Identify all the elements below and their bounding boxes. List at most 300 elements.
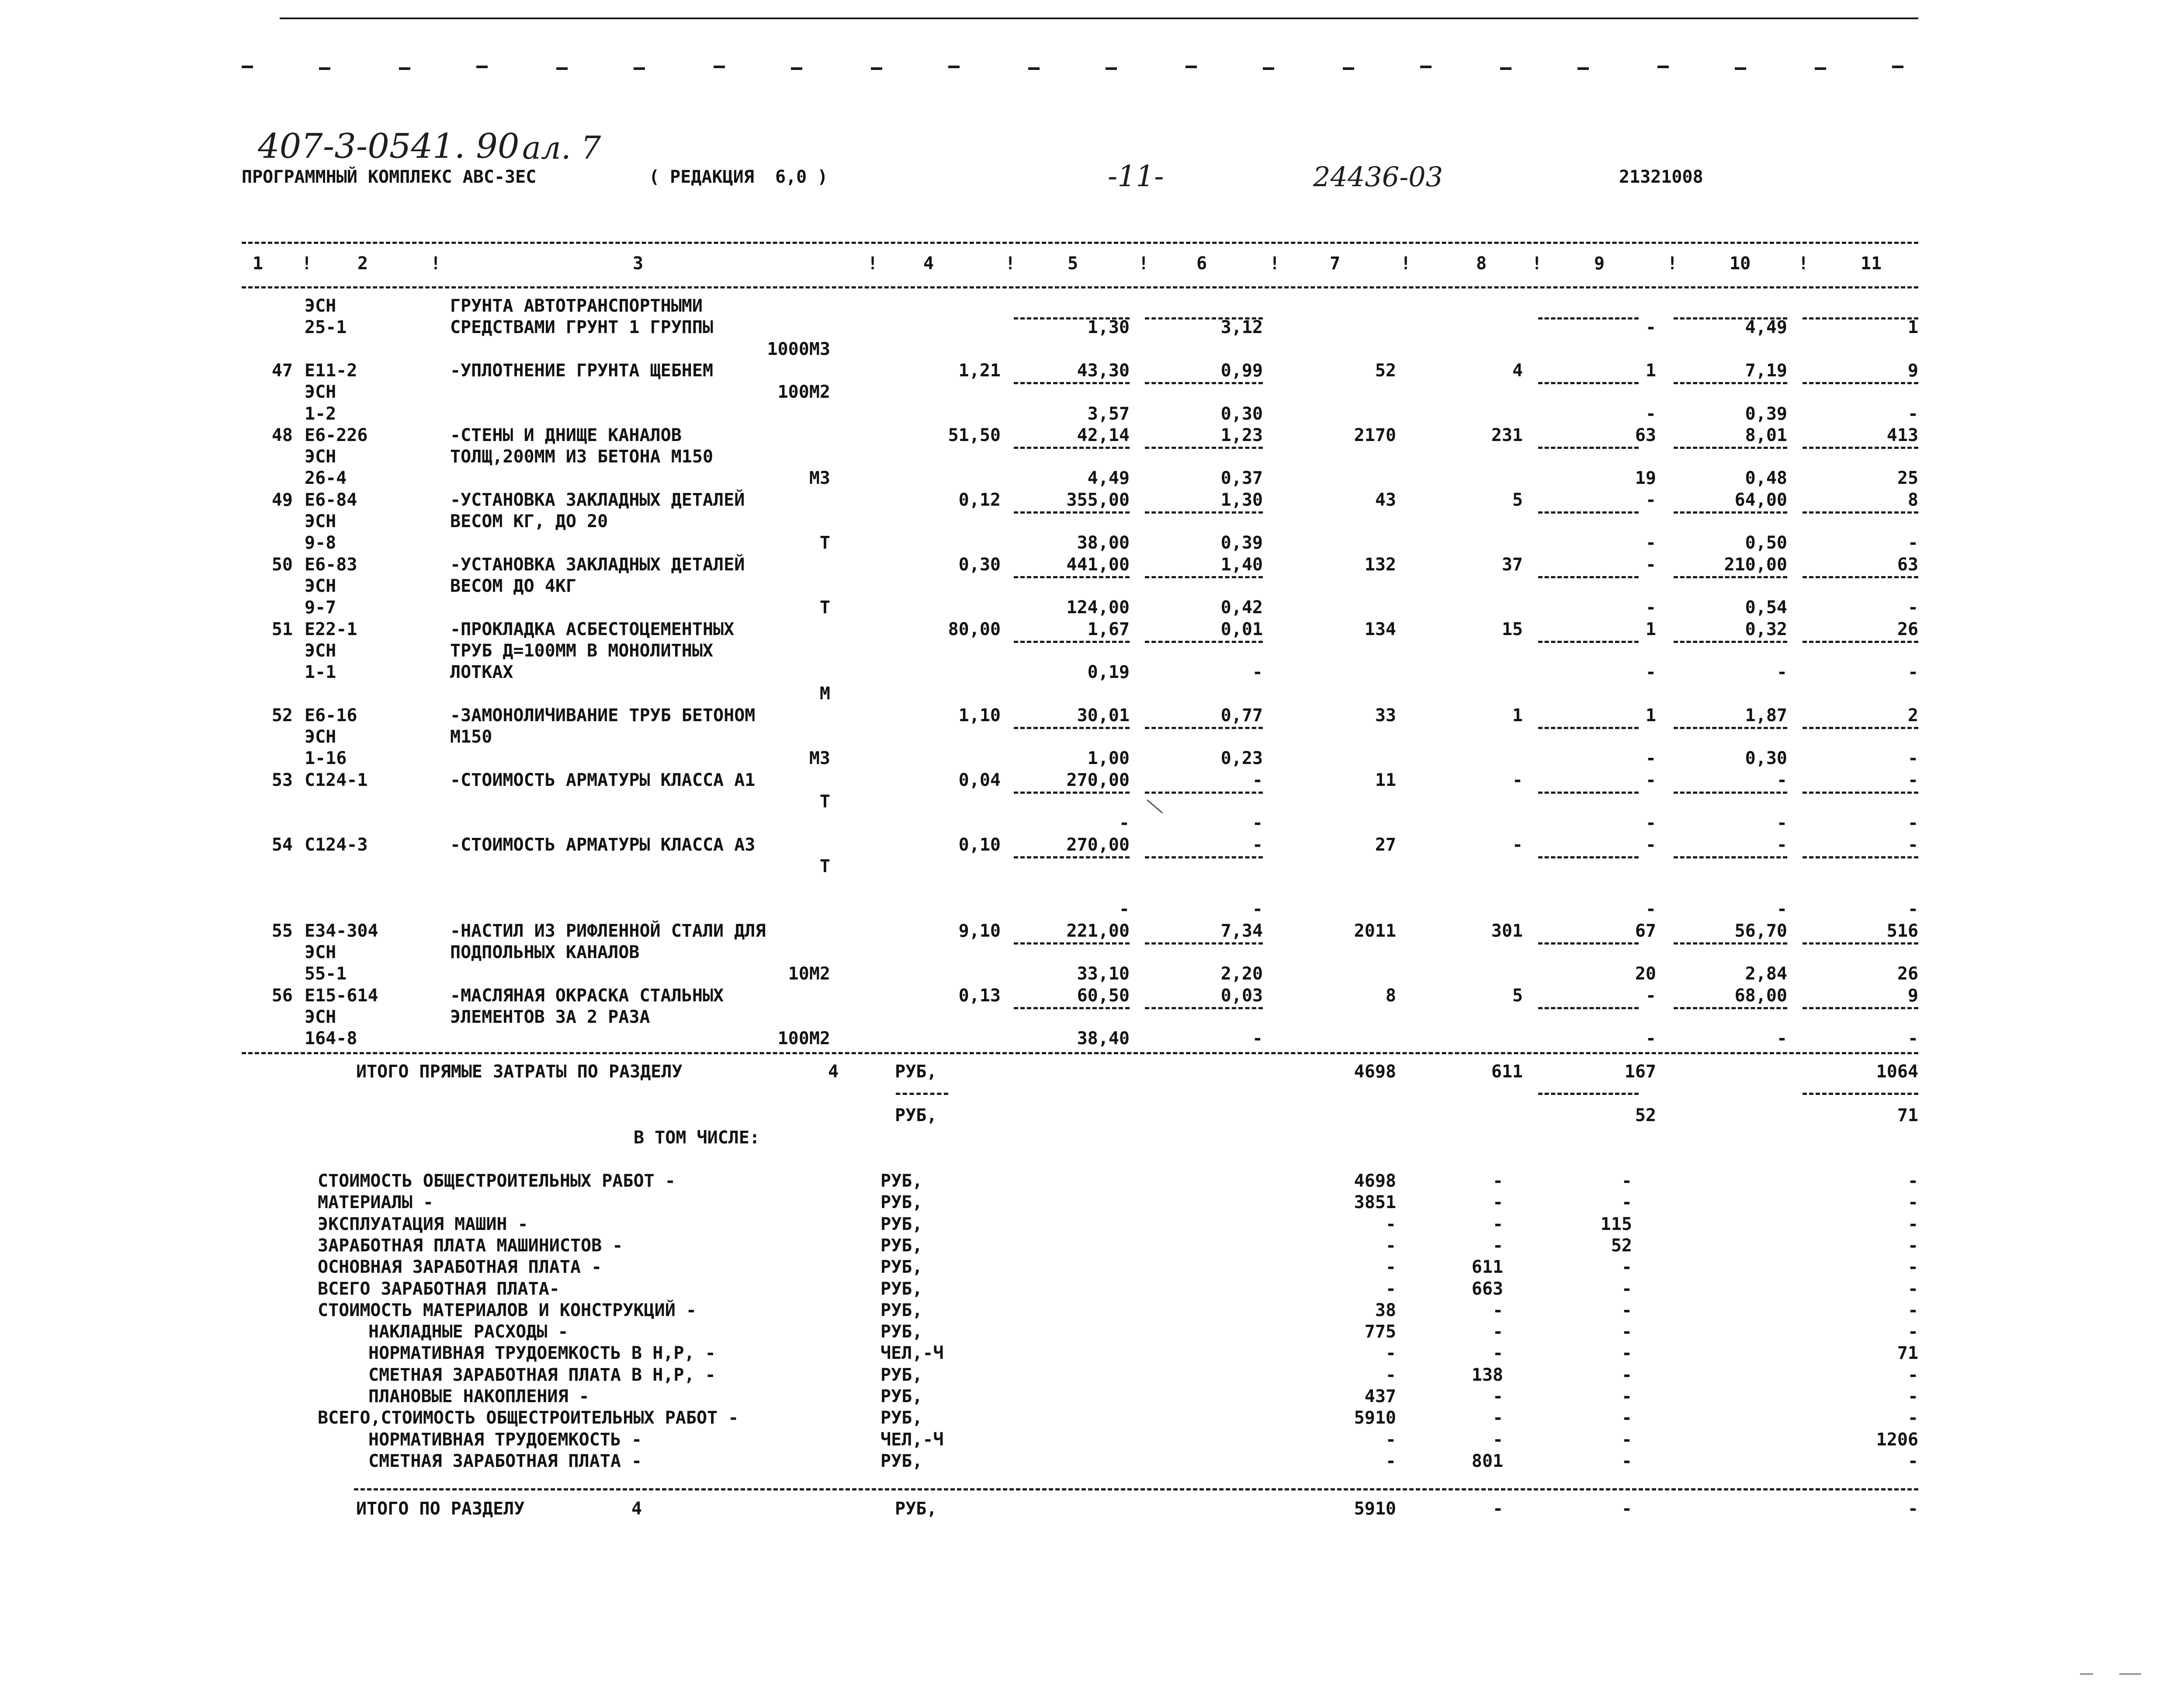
cell-c11: - [1907, 533, 1918, 553]
summary-cell-c9: - [1621, 1300, 1632, 1320]
summary-unit: РУБ, [881, 1192, 923, 1213]
cell-c3: -УСТАНОВКА ЗАКЛАДНЫХ ДЕТАЛЕЙ [450, 490, 745, 510]
cell-c3: ПОДПОЛЬНЫХ КАНАЛОВ [450, 942, 640, 962]
cell-c3: -УПЛОТНЕНИЕ ГРУНТА ЩЕБНЕМ [450, 360, 714, 381]
summary-cell-c9: - [1621, 1451, 1632, 1471]
summary-cell-c11: 1206 [1876, 1429, 1918, 1450]
final-col7: 5910 [1354, 1499, 1396, 1519]
summary-unit: РУБ, [881, 1214, 923, 1234]
summary-cell-c11: - [1907, 1257, 1918, 1278]
cell-c1: 49 [271, 490, 293, 510]
cell-c2: 9-7 [305, 597, 336, 618]
cell-c3: -СТОИМОСТЬ АРМАТУРЫ КЛАССА А1 [450, 770, 756, 790]
summary-cell-c8: - [1492, 1214, 1503, 1234]
summary-cell-c9: 52 [1611, 1235, 1632, 1256]
cell-c2: 25-1 [305, 317, 347, 338]
cell-c9: - [1645, 813, 1656, 834]
cell-c5: 38,00 [1077, 533, 1130, 553]
cell-c9: 20 [1635, 964, 1656, 984]
summary-unit: РУБ, [881, 1171, 923, 1191]
summary-label: НОРМАТИВНАЯ ТРУДОЕМКОСТЬ В Н,Р, - [368, 1343, 716, 1364]
cell-c8: 4 [1512, 360, 1523, 381]
cell-c11: 8 [1907, 490, 1918, 510]
cell-c10: 4,49 [1745, 317, 1787, 338]
summary-cell-c9: - [1621, 1429, 1632, 1450]
cell-c10: 2,84 [1745, 964, 1787, 984]
cell-c7: 33 [1375, 705, 1396, 726]
cell-c4: 1,10 [958, 705, 1001, 726]
cell-c4: 0,10 [958, 834, 1001, 855]
cell-c2: 164-8 [305, 1028, 357, 1049]
cell-c2: ЭСН [305, 511, 336, 531]
cell-c9: 63 [1635, 425, 1656, 445]
cell-c3: ЭЛЕМЕНТОВ ЗА 2 РАЗА [450, 1007, 650, 1027]
cell-c11: - [1907, 1028, 1918, 1049]
cell-c2: 9-8 [305, 533, 336, 553]
cell-c3: СРЕДСТВАМИ ГРУНТ 1 ГРУППЫ [450, 317, 714, 338]
cell-c10: 0,32 [1745, 619, 1787, 639]
totals-col9: 167 [1624, 1062, 1656, 1082]
cell-c7: 27 [1375, 834, 1396, 855]
cell-c6: 0,23 [1220, 748, 1263, 769]
summary-cell-c11: - [1907, 1408, 1918, 1428]
summary-cell-c7: - [1385, 1278, 1396, 1299]
cell-c2: 1-1 [305, 662, 336, 683]
cell-c3: -МАСЛЯНАЯ ОКРАСКА СТАЛЬНЫХ [450, 985, 724, 1006]
program-title: ПРОГРАММНЫЙ КОМПЛЕКС АВС-3ЕС [242, 167, 537, 187]
cell-c6: 0,03 [1220, 985, 1263, 1006]
totals-second-col11: 71 [1897, 1105, 1918, 1125]
summary-unit: РУБ, [881, 1386, 923, 1407]
cell-c3: Т [819, 533, 830, 553]
summary-cell-c11: - [1907, 1322, 1918, 1342]
cell-c5: - [1119, 813, 1130, 834]
summary-unit: РУБ, [881, 1322, 923, 1342]
cell-c6: 1,30 [1220, 490, 1263, 510]
cell-c3: ВЕСОМ ДО 4КГ [450, 576, 576, 596]
cell-c10: 0,39 [1745, 403, 1787, 424]
cell-c7: 132 [1364, 554, 1396, 575]
cell-c9: - [1645, 1028, 1656, 1049]
cell-c6: 7,34 [1220, 920, 1263, 941]
cell-c5: 43,30 [1077, 360, 1130, 381]
cell-c3: М3 [809, 748, 830, 769]
column-number: 2 [357, 254, 368, 274]
cell-c2: ЭСН [305, 447, 336, 467]
cell-c10: 68,00 [1734, 985, 1787, 1006]
cell-c2: Е6-226 [305, 425, 368, 445]
summary-cell-c8: - [1492, 1300, 1503, 1320]
summary-cell-c7: - [1385, 1451, 1396, 1471]
cell-c5: 4,49 [1087, 468, 1130, 489]
cell-c5: 42,14 [1077, 425, 1130, 445]
summary-cell-c8: - [1492, 1343, 1503, 1364]
cell-c4: 0,12 [958, 490, 1001, 510]
cell-c8: - [1512, 834, 1523, 855]
cell-c3: ГРУНТА АВТОТРАНСПОРТНЫМИ [450, 296, 703, 316]
cell-c7: 43 [1375, 490, 1396, 510]
summary-label: ЭКСПЛУАТАЦИЯ МАШИН - [318, 1214, 528, 1234]
cell-c5: 221,00 [1066, 920, 1130, 941]
cell-c2: Е15-614 [305, 985, 378, 1006]
cell-c5: 1,00 [1087, 748, 1130, 769]
handwritten-page-number: -11- [1108, 160, 1164, 193]
cell-c3: -НАСТИЛ ИЗ РИФЛЕННОЙ СТАЛИ ДЛЯ [450, 920, 766, 941]
cell-c6: - [1252, 834, 1263, 855]
summary-cell-c11: - [1907, 1451, 1918, 1471]
summary-cell-c11: - [1907, 1300, 1918, 1320]
including-label: В ТОМ ЧИСЛЕ: [634, 1128, 760, 1148]
summary-cell-c11: - [1907, 1214, 1918, 1234]
cell-c9: - [1645, 554, 1656, 575]
cell-c6: 0,30 [1220, 403, 1263, 424]
cell-c3: -УСТАНОВКА ЗАКЛАДНЫХ ДЕТАЛЕЙ [450, 554, 745, 575]
summary-cell-c7: 38 [1375, 1300, 1396, 1320]
column-separator: ! [1005, 254, 1016, 274]
cell-c1: 47 [271, 360, 293, 381]
cell-c2: 1-16 [305, 748, 347, 769]
summary-cell-c7: - [1385, 1235, 1396, 1256]
summary-cell-c9: - [1621, 1408, 1632, 1428]
cell-c3: -ПРОКЛАДКА АСБЕСТОЦЕМЕНТНЫХ [450, 619, 735, 639]
cell-c9: 1 [1645, 705, 1656, 726]
summary-label: СТОИМОСТЬ ОБЩЕСТРОИТЕЛЬНЫХ РАБОТ - [318, 1171, 676, 1191]
totals-section-no: 4 [828, 1062, 839, 1082]
summary-cell-c8: 611 [1471, 1257, 1503, 1278]
final-col11: - [1907, 1499, 1918, 1519]
cell-c6: 1,40 [1220, 554, 1263, 575]
summary-unit: РУБ, [881, 1408, 923, 1428]
cell-c2: С124-1 [305, 770, 368, 790]
cell-c8: 231 [1491, 425, 1523, 445]
cell-c4: 1,21 [958, 360, 1001, 381]
cell-c4: 0,30 [958, 554, 1001, 575]
cell-c7: 134 [1364, 619, 1396, 639]
cell-c2: ЭСН [305, 1007, 336, 1027]
cell-c10: - [1776, 662, 1787, 683]
cell-c2: Е6-84 [305, 490, 357, 510]
cell-c2: Е6-16 [305, 705, 357, 726]
cell-c7: 2011 [1354, 920, 1396, 941]
summary-cell-c8: - [1492, 1322, 1503, 1342]
cell-c9: - [1645, 985, 1656, 1006]
cell-c3: 100М2 [777, 382, 830, 403]
summary-cell-c9: - [1621, 1386, 1632, 1407]
summary-cell-c8: 138 [1471, 1365, 1503, 1385]
cell-c6: - [1252, 813, 1263, 834]
cell-c8: 301 [1491, 920, 1523, 941]
cell-c7: 11 [1375, 770, 1396, 790]
cell-c5: 0,19 [1087, 662, 1130, 683]
summary-unit: ЧЕЛ,-Ч [881, 1429, 944, 1450]
cell-c3: 100М2 [777, 1028, 830, 1049]
handwritten-doc-code: 407-3-0541. 90 [258, 127, 520, 166]
summary-cell-c9: - [1621, 1257, 1632, 1278]
summary-label: ОСНОВНАЯ ЗАРАБОТНАЯ ПЛАТА - [318, 1257, 602, 1278]
cell-c2: ЭСН [305, 942, 336, 962]
cell-c6: 0,77 [1220, 705, 1263, 726]
cell-c4: 51,50 [948, 425, 1001, 445]
final-col9: - [1621, 1499, 1632, 1519]
summary-cell-c11: - [1907, 1278, 1918, 1299]
column-number: 7 [1330, 254, 1341, 274]
summary-label: ВСЕГО,СТОИМОСТЬ ОБЩЕСТРОИТЕЛЬНЫХ РАБОТ - [318, 1408, 739, 1428]
cell-c9: 19 [1635, 468, 1656, 489]
summary-cell-c9: - [1621, 1192, 1632, 1213]
summary-cell-c11: - [1907, 1192, 1918, 1213]
cell-c11: - [1907, 813, 1918, 834]
cell-c2: 55-1 [305, 964, 347, 984]
totals-col8: 611 [1491, 1062, 1523, 1082]
cell-c8: 5 [1512, 490, 1523, 510]
cell-c11: - [1907, 403, 1918, 424]
cell-c3: -СТЕНЫ И ДНИЩЕ КАНАЛОВ [450, 425, 682, 445]
cell-c10: 0,54 [1745, 597, 1787, 618]
cell-c1: 48 [271, 425, 293, 445]
document-code: 21321008 [1619, 167, 1703, 187]
summary-cell-c8: - [1492, 1386, 1503, 1407]
cell-c5: 270,00 [1066, 834, 1130, 855]
summary-label: СМЕТНАЯ ЗАРАБОТНАЯ ПЛАТА В Н,Р, - [368, 1365, 716, 1385]
cell-c9: - [1645, 834, 1656, 855]
summary-label: СТОИМОСТЬ МАТЕРИАЛОВ И КОНСТРУКЦИЙ - [318, 1300, 697, 1320]
column-number: 6 [1196, 254, 1207, 274]
cell-c3: ТОЛЩ,200ММ ИЗ БЕТОНА М150 [450, 447, 714, 467]
summary-unit: РУБ, [881, 1278, 923, 1299]
summary-cell-c7: 775 [1364, 1322, 1396, 1342]
summary-cell-c8: - [1492, 1235, 1503, 1256]
cell-c10: 56,70 [1734, 920, 1787, 941]
cell-c11: 9 [1907, 985, 1918, 1006]
cell-c1: 53 [271, 770, 293, 790]
summary-label: ВСЕГО ЗАРАБОТНАЯ ПЛАТА- [318, 1278, 560, 1299]
cell-c1: 51 [271, 619, 293, 639]
cell-c1: 55 [271, 920, 293, 941]
cell-c4: 0,13 [958, 985, 1001, 1006]
summary-cell-c8: - [1492, 1192, 1503, 1213]
cell-c5: 441,00 [1066, 554, 1130, 575]
cell-c2: Е22-1 [305, 619, 357, 639]
totals-second-col9: 52 [1635, 1105, 1656, 1125]
cell-c6: 0,99 [1220, 360, 1263, 381]
cell-c8: 5 [1512, 985, 1523, 1006]
column-number: 8 [1476, 254, 1487, 274]
column-separator: ! [867, 254, 878, 274]
cell-c8: 37 [1501, 554, 1523, 575]
summary-cell-c7: - [1385, 1365, 1396, 1385]
final-col8: - [1492, 1499, 1503, 1519]
cell-c6: - [1252, 1028, 1263, 1049]
cell-c2: 26-4 [305, 468, 347, 489]
summary-cell-c7: 3851 [1354, 1192, 1396, 1213]
cell-c7: 52 [1375, 360, 1396, 381]
summary-label: СМЕТНАЯ ЗАРАБОТНАЯ ПЛАТА - [368, 1451, 642, 1471]
cell-c4: 9,10 [958, 920, 1001, 941]
summary-label: НОРМАТИВНАЯ ТРУДОЕМКОСТЬ - [368, 1429, 642, 1450]
cell-c5: 124,00 [1066, 597, 1130, 618]
cell-c11: 413 [1886, 425, 1918, 445]
summary-cell-c7: - [1385, 1429, 1396, 1450]
cell-c10: - [1776, 1028, 1787, 1049]
stray-mark-middle [1147, 800, 1162, 813]
final-unit: РУБ, [895, 1499, 937, 1519]
cell-c2: С124-3 [305, 834, 368, 855]
cell-c6: - [1252, 770, 1263, 790]
summary-cell-c9: - [1621, 1278, 1632, 1299]
column-number: 3 [633, 254, 644, 274]
summary-unit: РУБ, [881, 1300, 923, 1320]
cell-c5: 1,30 [1087, 317, 1130, 338]
summary-cell-c7: - [1385, 1257, 1396, 1278]
column-number: 11 [1861, 254, 1882, 274]
cell-c2: ЭСН [305, 382, 336, 403]
cell-c1: 50 [271, 554, 293, 575]
totals-unit: РУБ, [895, 1062, 937, 1082]
summary-cell-c7: 5910 [1354, 1408, 1396, 1428]
cell-c10: - [1776, 899, 1787, 920]
cell-c3: ВЕСОМ КГ, ДО 20 [450, 511, 608, 531]
cell-c9: - [1645, 770, 1656, 790]
cell-c10: 1,87 [1745, 705, 1787, 726]
cell-c3: М150 [450, 727, 492, 747]
column-separator: ! [1138, 254, 1149, 274]
final-section-no: 4 [631, 1499, 642, 1519]
summary-cell-c11: - [1907, 1365, 1918, 1385]
cell-c9: - [1645, 317, 1656, 338]
cell-c8: - [1512, 770, 1523, 790]
cell-c11: - [1907, 597, 1918, 618]
summary-unit: ЧЕЛ,-Ч [881, 1343, 944, 1364]
column-separator: ! [1401, 254, 1411, 274]
cell-c6: 3,12 [1220, 317, 1263, 338]
cell-c7: 8 [1385, 985, 1396, 1006]
cell-c11: - [1907, 899, 1918, 920]
summary-cell-c9: - [1621, 1365, 1632, 1385]
cell-c6: 1,23 [1220, 425, 1263, 445]
cell-c9: 1 [1645, 360, 1656, 381]
cell-c3: -СТОИМОСТЬ АРМАТУРЫ КЛАССА А3 [450, 834, 756, 855]
cell-c9: - [1645, 662, 1656, 683]
summary-cell-c7: - [1385, 1214, 1396, 1234]
column-separator: ! [1532, 254, 1543, 274]
cell-c9: - [1645, 533, 1656, 553]
summary-cell-c11: - [1907, 1171, 1918, 1191]
cell-c2: ЭСН [305, 727, 336, 747]
cell-c11: - [1907, 662, 1918, 683]
cell-c9: - [1645, 748, 1656, 769]
cell-c5: 60,50 [1077, 985, 1130, 1006]
column-separator: ! [1798, 254, 1809, 274]
cell-c6: 2,20 [1220, 964, 1263, 984]
summary-cell-c8: 663 [1471, 1278, 1503, 1299]
cell-c3: Т [819, 791, 830, 812]
totals-col11: 1064 [1876, 1062, 1918, 1082]
cell-c9: - [1645, 899, 1656, 920]
cell-c11: - [1907, 748, 1918, 769]
column-separator: ! [302, 254, 312, 274]
cell-c5: - [1119, 899, 1130, 920]
cell-c6: 0,39 [1220, 533, 1263, 553]
cell-c5: 33,10 [1077, 964, 1130, 984]
cell-c9: 67 [1635, 920, 1656, 941]
summary-cell-c9: - [1621, 1171, 1632, 1191]
cell-c6: 0,37 [1220, 468, 1263, 489]
cell-c6: 0,01 [1220, 619, 1263, 639]
summary-unit: РУБ, [881, 1257, 923, 1278]
column-separator: ! [1269, 254, 1280, 274]
cell-c1: 52 [271, 705, 293, 726]
cell-c9: 1 [1645, 619, 1656, 639]
column-number: 1 [253, 254, 263, 274]
cell-c2: Е34-304 [305, 920, 378, 941]
summary-cell-c11: - [1907, 1235, 1918, 1256]
cell-c3: М [819, 684, 830, 704]
totals-second-unit: РУБ, [895, 1105, 937, 1125]
summary-label: ЗАРАБОТНАЯ ПЛАТА МАШИНИСТОВ - [318, 1235, 623, 1256]
summary-cell-c9: 115 [1600, 1214, 1632, 1234]
cell-c11: 1 [1907, 317, 1918, 338]
cell-c1: 56 [271, 985, 293, 1006]
cell-c1: 54 [271, 834, 293, 855]
cell-c10: - [1776, 834, 1787, 855]
cell-c11: 9 [1907, 360, 1918, 381]
summary-cell-c8: - [1492, 1429, 1503, 1450]
cell-c10: - [1776, 770, 1787, 790]
column-number: 10 [1730, 254, 1751, 274]
cell-c2: Е6-83 [305, 554, 357, 575]
cell-c10: 64,00 [1734, 490, 1787, 510]
summary-cell-c9: - [1621, 1343, 1632, 1364]
final-total-label: ИТОГО ПО РАЗДЕЛУ [356, 1499, 525, 1519]
cell-c2: ЭСН [305, 640, 336, 661]
totals-direct-label: ИТОГО ПРЯМЫЕ ЗАТРАТЫ ПО РАЗДЕЛУ [356, 1062, 683, 1082]
summary-cell-c11: 71 [1897, 1343, 1918, 1364]
cell-c8: 1 [1512, 705, 1523, 726]
cell-c11: 516 [1886, 920, 1918, 941]
handwritten-ref-number: 24436-03 [1313, 161, 1443, 193]
totals-col7: 4698 [1354, 1062, 1396, 1082]
cell-c6: 0,42 [1220, 597, 1263, 618]
cell-c6: - [1252, 899, 1263, 920]
cell-c10: 8,01 [1745, 425, 1787, 445]
cell-c7: 2170 [1354, 425, 1396, 445]
cell-c5: 355,00 [1066, 490, 1130, 510]
column-number: 5 [1068, 254, 1078, 274]
summary-unit: РУБ, [881, 1365, 923, 1385]
summary-cell-c8: - [1492, 1408, 1503, 1428]
cell-c3: Т [819, 856, 830, 876]
summary-cell-c7: 437 [1364, 1386, 1396, 1407]
cell-c8: 15 [1501, 619, 1523, 639]
summary-unit: РУБ, [881, 1451, 923, 1471]
cell-c9: - [1645, 490, 1656, 510]
cell-c11: 25 [1897, 468, 1918, 489]
cell-c10: 210,00 [1724, 554, 1787, 575]
summary-label: НАКЛАДНЫЕ РАСХОДЫ - [368, 1322, 569, 1342]
cell-c6: - [1252, 662, 1263, 683]
column-separator: ! [430, 254, 441, 274]
summary-label: МАТЕРИАЛЫ - [318, 1192, 433, 1213]
cell-c9: - [1645, 403, 1656, 424]
cell-c10: 7,19 [1745, 360, 1787, 381]
column-separator: ! [1667, 254, 1678, 274]
cell-c2: Е11-2 [305, 360, 357, 381]
cell-c3: 1000М3 [767, 339, 830, 359]
cell-c11: 26 [1897, 619, 1918, 639]
cell-c5: 3,57 [1087, 403, 1130, 424]
cell-c4: 0,04 [958, 770, 1001, 790]
cell-c3: ЛОТКАХ [450, 662, 513, 683]
